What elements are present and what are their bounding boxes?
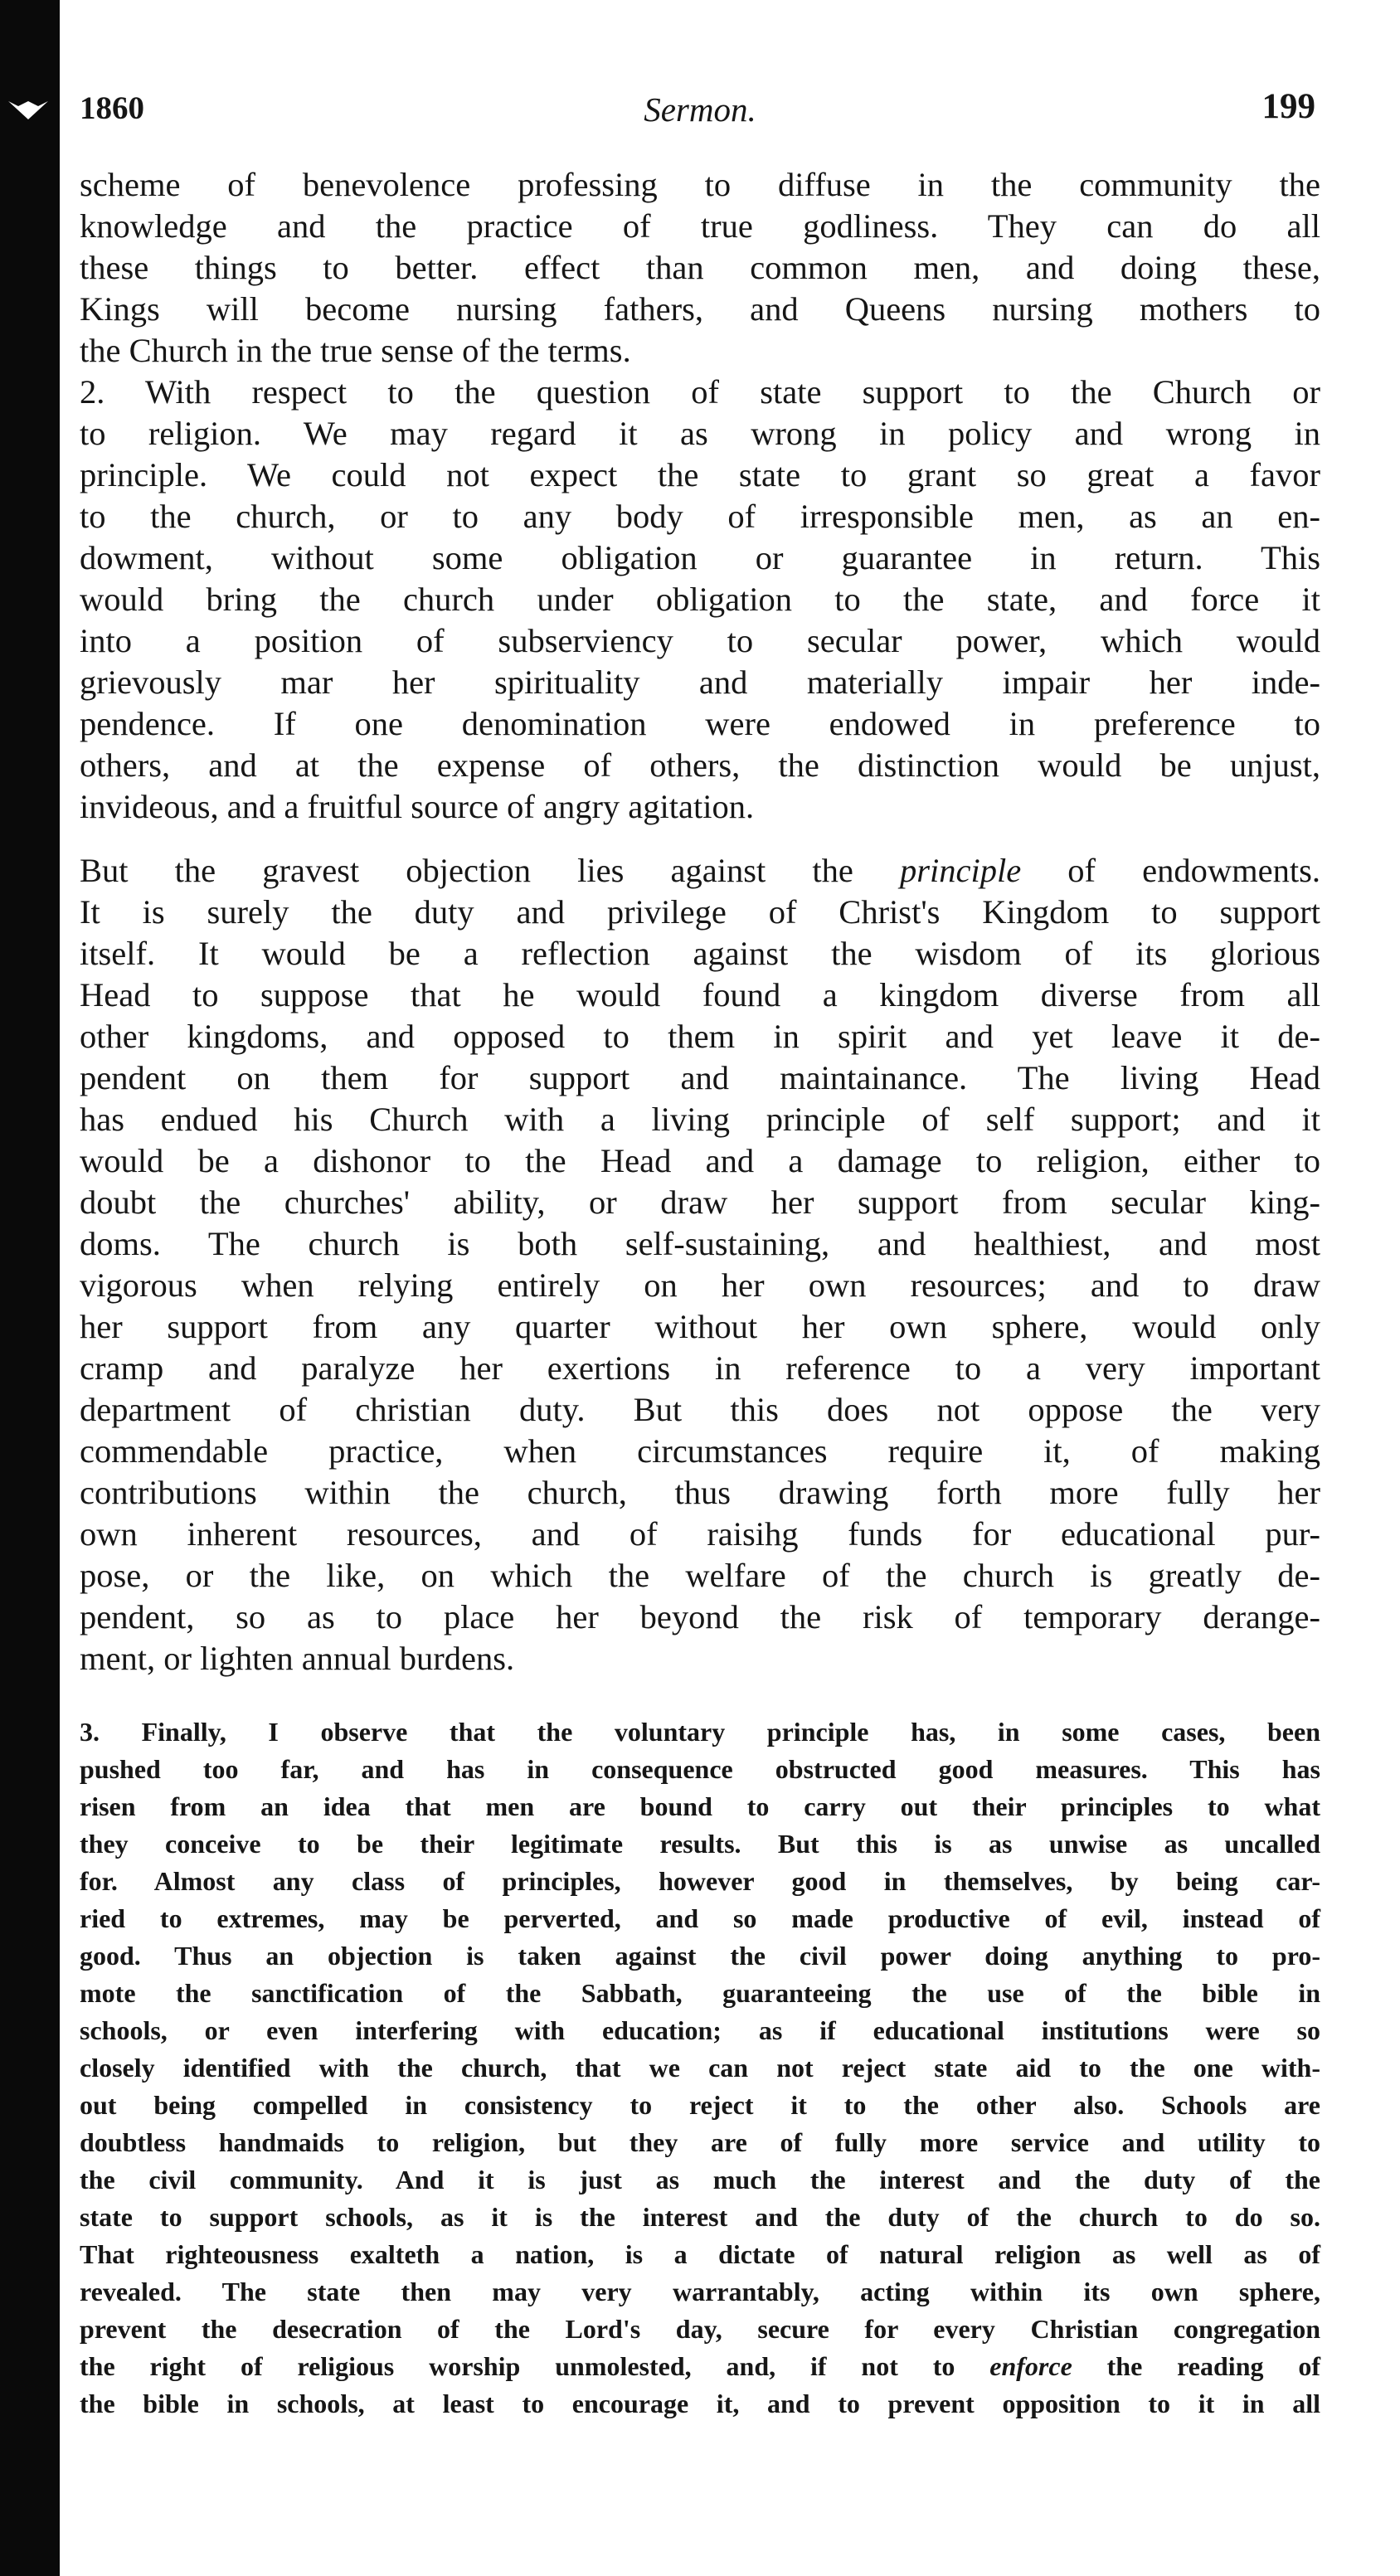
text-line: other kingdoms, and opposed to them in spirit and yet leave it de- bbox=[80, 1018, 1320, 1055]
text-line: vigorous when relying entirely on her own resources; and to draw bbox=[80, 1266, 1320, 1304]
text-line: into a position of subserviency to secular power, which would bbox=[80, 622, 1320, 659]
text-line-small: state to support schools, as it is the interest and the duty of the church to do so. bbox=[80, 2202, 1320, 2232]
text-line-small: out being compelled in consistency to reject it to the other also. Schools are bbox=[80, 2090, 1320, 2120]
emphasis-word: principle bbox=[899, 852, 1022, 889]
text-line: principle. We could not expect the state to grant so great a favor bbox=[80, 456, 1320, 493]
text-line: pendent, so as to place her beyond the risk of temporary derange- bbox=[80, 1598, 1320, 1636]
text-line-small: the right of religious worship unmolested, and, if not to enforce the reading of bbox=[80, 2351, 1321, 2381]
text-line-small: mote the sanctification of the Sabbath, guaranteeing the use of the bible in bbox=[80, 1978, 1320, 2008]
text-line: would bring the church under obligation to the state, and force it bbox=[80, 581, 1320, 618]
text-line: the Church in the true sense of the terms. bbox=[80, 332, 631, 369]
text-line: Kings will become nursing fathers, and Queens nursing mothers to bbox=[80, 290, 1320, 328]
book-binding-edge bbox=[0, 0, 60, 2576]
text-line: It is surely the duty and privilege of Christ's Kingdom to support bbox=[80, 893, 1320, 931]
text-line-small: That righteousness exalteth a nation, is a dictate of natural religion as well as of bbox=[80, 2239, 1320, 2269]
emphasis-word: enforce bbox=[989, 2351, 1072, 2381]
text-line: commendable practice, when circumstances require it, of making bbox=[80, 1432, 1320, 1470]
text-line: these things to better. effect than common men, and doing these, bbox=[80, 249, 1320, 286]
text-line: scheme of benevolence professing to diffuse in the community the bbox=[80, 166, 1320, 203]
text-line-small: risen from an idea that men are bound to carry out their principles to what bbox=[80, 1791, 1320, 1821]
text-line-small: 3. Finally, I observe that the voluntary principle has, in some cases, been bbox=[80, 1717, 1320, 1747]
header-title: Sermon. bbox=[644, 90, 756, 129]
text-line-small: schools, or even interfering with education; as if educational institutions were so bbox=[80, 2015, 1320, 2045]
text-line-small: the bible in schools, at least to encourage it, and to prevent opposition to it in all bbox=[80, 2389, 1320, 2418]
text-line: has endued his Church with a living principle of self support; and it bbox=[80, 1101, 1320, 1138]
text-line: pendence. If one denomination were endowed in preference to bbox=[80, 705, 1320, 742]
text-line: ment, or lighten annual burdens. bbox=[80, 1640, 515, 1677]
text-line: Head to suppose that he would found a kingdom diverse from all bbox=[80, 976, 1320, 1013]
text-line: department of christian duty. But this does not oppose the very bbox=[80, 1391, 1320, 1428]
text-line: invideous, and a fruitful source of angry agitation. bbox=[80, 788, 755, 825]
text-line-small: for. Almost any class of principles, however good in themselves, by being car- bbox=[80, 1866, 1320, 1896]
page-number: 199 bbox=[1261, 87, 1315, 126]
text-line: cramp and paralyze her exertions in reference to a very important bbox=[80, 1349, 1320, 1387]
text-line-small: revealed. The state then may very warrantably, acting within its own sphere, bbox=[80, 2277, 1320, 2306]
text-line: to religion. We may regard it as wrong in policy and wrong in bbox=[80, 415, 1320, 452]
page-header bbox=[80, 83, 1320, 133]
text-line: to the church, or to any body of irresponsible men, as an en- bbox=[80, 498, 1320, 535]
text-line-small: pushed too far, and has in consequence obstructed good measures. This has bbox=[80, 1754, 1320, 1784]
text-line-small: the civil community. And it is just as much the interest and the duty of the bbox=[80, 2165, 1320, 2194]
text-line-small: prevent the desecration of the Lord's day, secure for every Christian congregation bbox=[80, 2314, 1320, 2344]
header-year: 1860 bbox=[80, 90, 144, 126]
text-line: doubt the churches' ability, or draw her support from secular king- bbox=[80, 1184, 1320, 1221]
text-line: her support from any quarter without her own sphere, would only bbox=[80, 1308, 1320, 1345]
text-line-small: closely identified with the church, that we can not reject state aid to the one with- bbox=[80, 2053, 1320, 2083]
text-line: knowledge and the practice of true godliness. They can do all bbox=[80, 207, 1320, 245]
text-line: dowment, without some obligation or guarantee in return. This bbox=[80, 539, 1320, 576]
text-line-small: doubtless handmaids to religion, but they are of fully more service and utility to bbox=[80, 2127, 1320, 2157]
text-line: pendent on them for support and maintainance. The living Head bbox=[80, 1059, 1320, 1096]
text-fragment: But the gravest objection lies against the principle of endowments. bbox=[80, 852, 1321, 889]
text-line: 2. With respect to the question of state support to the Church or bbox=[80, 373, 1320, 411]
text-line: grievously mar her spirituality and materially impair her inde- bbox=[80, 663, 1320, 701]
text-line-small: good. Thus an objection is taken against the civil power doing anything to pro- bbox=[80, 1941, 1320, 1971]
text-line: itself. It would be a reflection against the wisdom of its glorious bbox=[80, 935, 1320, 972]
text-line: doms. The church is both self-sustaining, and healthiest, and most bbox=[80, 1225, 1320, 1262]
text-line-principle bbox=[80, 854, 1320, 888]
text-line: own inherent resources, and of raisihg funds for educational pur- bbox=[80, 1515, 1320, 1553]
text-line-small: they conceive to be their legitimate results. But this is as unwise as uncalled bbox=[80, 1829, 1320, 1859]
text-line: would be a dishonor to the Head and a damage to religion, either to bbox=[80, 1142, 1320, 1179]
binding-ornament-icon bbox=[7, 98, 50, 123]
text-line-small: ried to extremes, may be perverted, and so made productive of evil, instead of bbox=[80, 1903, 1320, 1933]
text-line: others, and at the expense of others, the distinction would be unjust, bbox=[80, 746, 1320, 784]
text-line: pose, or the like, on which the welfare of the church is greatly de- bbox=[80, 1557, 1320, 1594]
text-line: contributions within the church, thus drawing forth more fully her bbox=[80, 1474, 1320, 1511]
